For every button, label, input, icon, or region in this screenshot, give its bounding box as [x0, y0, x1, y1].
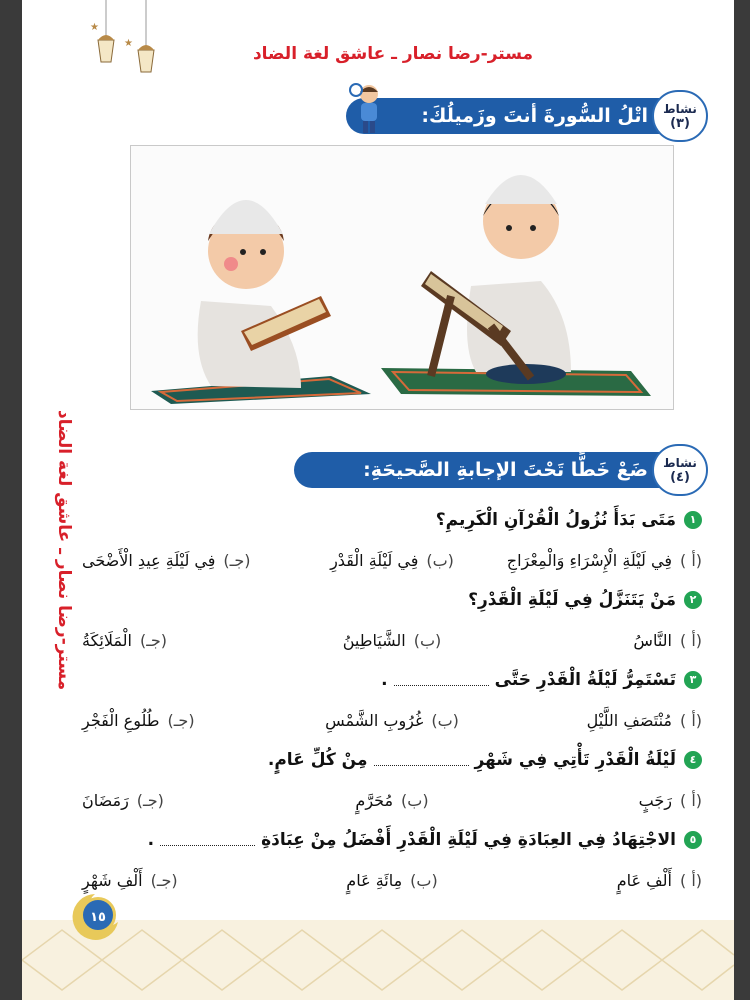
- option-letter: (جـ): [150, 870, 178, 890]
- option-text: مِائَةِ عَامٍ: [346, 870, 403, 890]
- option-letter: (جـ): [136, 790, 164, 810]
- option-b[interactable]: [290, 871, 495, 890]
- option-letter: (جـ): [139, 630, 168, 650]
- watermark-side: مستر-رضا نصار ـ عاشق لغة الضاد: [54, 409, 74, 691]
- question-4: [82, 740, 702, 780]
- question-number: ١: [684, 511, 702, 529]
- option-letter: (جـ): [223, 550, 251, 570]
- activity3-badge: [652, 90, 708, 142]
- page-number: ١٥: [80, 897, 116, 933]
- option-letter: (أ ): [679, 790, 702, 810]
- activity3-badge-number: (٣): [670, 116, 690, 131]
- option-text: غُرُوبِ الشَّمْسِ: [325, 710, 424, 730]
- option-text: فِي لَيْلَةِ الْإِسْرَاءِ وَالْمِعْرَاجِ: [506, 550, 672, 570]
- option-a[interactable]: [497, 631, 702, 650]
- options-row: [82, 540, 702, 580]
- option-c[interactable]: [82, 791, 287, 810]
- option-letter: (أ ): [679, 870, 702, 890]
- questions-list: [82, 500, 702, 900]
- option-b[interactable]: [290, 631, 495, 650]
- option-letter: (ب): [413, 630, 442, 650]
- question-number: ٣: [684, 671, 702, 689]
- question-number: ٥: [684, 831, 702, 849]
- option-text: طُلُوعِ الْفَجْرِ: [82, 710, 160, 730]
- option-text: فِي لَيْلَةِ الْقَدْرِ: [330, 550, 419, 570]
- option-text: الْمَلَائِكَةُ: [82, 630, 132, 650]
- question-3: [82, 660, 702, 700]
- option-text: رَمَضَانَ: [82, 790, 129, 810]
- activity3-badge-word: نشاط: [663, 102, 697, 116]
- option-text: أَلْفِ شَهْرٍ: [82, 870, 143, 890]
- option-text: مُحَرَّمٍ: [355, 790, 394, 810]
- question-text: مَنْ يَتَنَزَّلُ فِي لَيْلَةِ الْقَدْرِ؟: [468, 590, 676, 610]
- option-a[interactable]: [497, 711, 702, 730]
- answer-blank[interactable]: [374, 754, 469, 766]
- option-letter: (أ ): [679, 710, 702, 730]
- worksheet-page: [22, 0, 734, 1000]
- lantern-icon: [86, 0, 166, 80]
- option-text: الشَّيَاطِينُ: [342, 630, 406, 650]
- option-b[interactable]: [290, 711, 495, 730]
- watermark-top: مستر-رضا نصار ـ عاشق لغة الضاد: [252, 44, 534, 64]
- option-text: أَلْفِ عَامٍ: [616, 870, 672, 890]
- option-letter: (ب): [401, 790, 429, 810]
- activity3-title: اتْلُ السُّورةَ أنتَ وزَميلُكَ:: [421, 105, 648, 127]
- option-c[interactable]: [82, 871, 287, 890]
- question-text-end: مِنْ كُلِّ عَامٍ.: [267, 750, 368, 770]
- svg-text:★: ★: [90, 22, 99, 33]
- question-text-end: .: [381, 670, 388, 690]
- option-a[interactable]: [497, 551, 702, 570]
- option-letter: (جـ): [167, 710, 195, 730]
- option-a[interactable]: [497, 871, 702, 890]
- options-row: [82, 860, 702, 900]
- option-text: فِي لَيْلَةِ عِيدِ الْأَضْحَى: [82, 550, 216, 570]
- question-5: [82, 820, 702, 860]
- option-c[interactable]: [82, 711, 287, 730]
- option-text: مُنْتَصَفِ اللَّيْلِ: [586, 710, 672, 730]
- question-text: الاجْتِهَادُ فِي العِبَادَةِ فِي لَيْلَةِ الْقَدْرِ أَفْضَلُ مِنْ عِبَادَةِ: [261, 830, 676, 850]
- question-text: لَيْلَةُ الْقَدْرِ تَأْتِي فِي شَهْرِ: [474, 750, 676, 770]
- question-1: [82, 500, 702, 540]
- option-c[interactable]: [82, 551, 287, 570]
- islamic-pattern-footer: [22, 920, 734, 1000]
- option-text: النَّاسُ: [633, 630, 672, 650]
- answer-blank[interactable]: [160, 834, 255, 846]
- activity4-badge-word: نشاط: [663, 456, 697, 470]
- question-number: ٢: [684, 591, 702, 609]
- activity4-title: ضَعْ خَطًّا تَحْتَ الإجابةِ الصَّحيحَةِ:: [363, 459, 648, 481]
- question-2: [82, 580, 702, 620]
- question-text: مَتَى بَدَأَ نُزُولُ الْقُرْآنِ الْكَرِيمِ؟: [435, 510, 676, 530]
- illustration-boys-reading-quran: [130, 145, 674, 410]
- activity4-banner: [294, 452, 664, 488]
- child-magnifier-icon: [344, 80, 394, 136]
- option-letter: (ب): [431, 710, 459, 730]
- option-b[interactable]: [290, 551, 495, 570]
- options-row: [82, 780, 702, 820]
- activity4-badge: [652, 444, 708, 496]
- option-text: رَجَبٍ: [638, 790, 672, 810]
- activity4-badge-number: (٤): [670, 470, 690, 485]
- question-text-end: .: [147, 830, 155, 850]
- boys-reading-illustration: [131, 146, 675, 411]
- option-letter: (ب): [426, 550, 454, 570]
- option-c[interactable]: [82, 631, 287, 650]
- question-text: تَسْتَمِرُّ لَيْلَةُ الْقَدْرِ حَتَّى: [494, 670, 676, 690]
- answer-blank[interactable]: [394, 674, 489, 686]
- option-letter: (أ ): [679, 550, 702, 570]
- svg-text:★: ★: [124, 38, 133, 49]
- option-b[interactable]: [290, 791, 495, 810]
- options-row: [82, 620, 702, 660]
- option-letter: (أ ): [679, 630, 702, 650]
- options-row: [82, 700, 702, 740]
- question-number: ٤: [684, 751, 702, 769]
- option-letter: (ب): [410, 870, 438, 890]
- option-a[interactable]: [497, 791, 702, 810]
